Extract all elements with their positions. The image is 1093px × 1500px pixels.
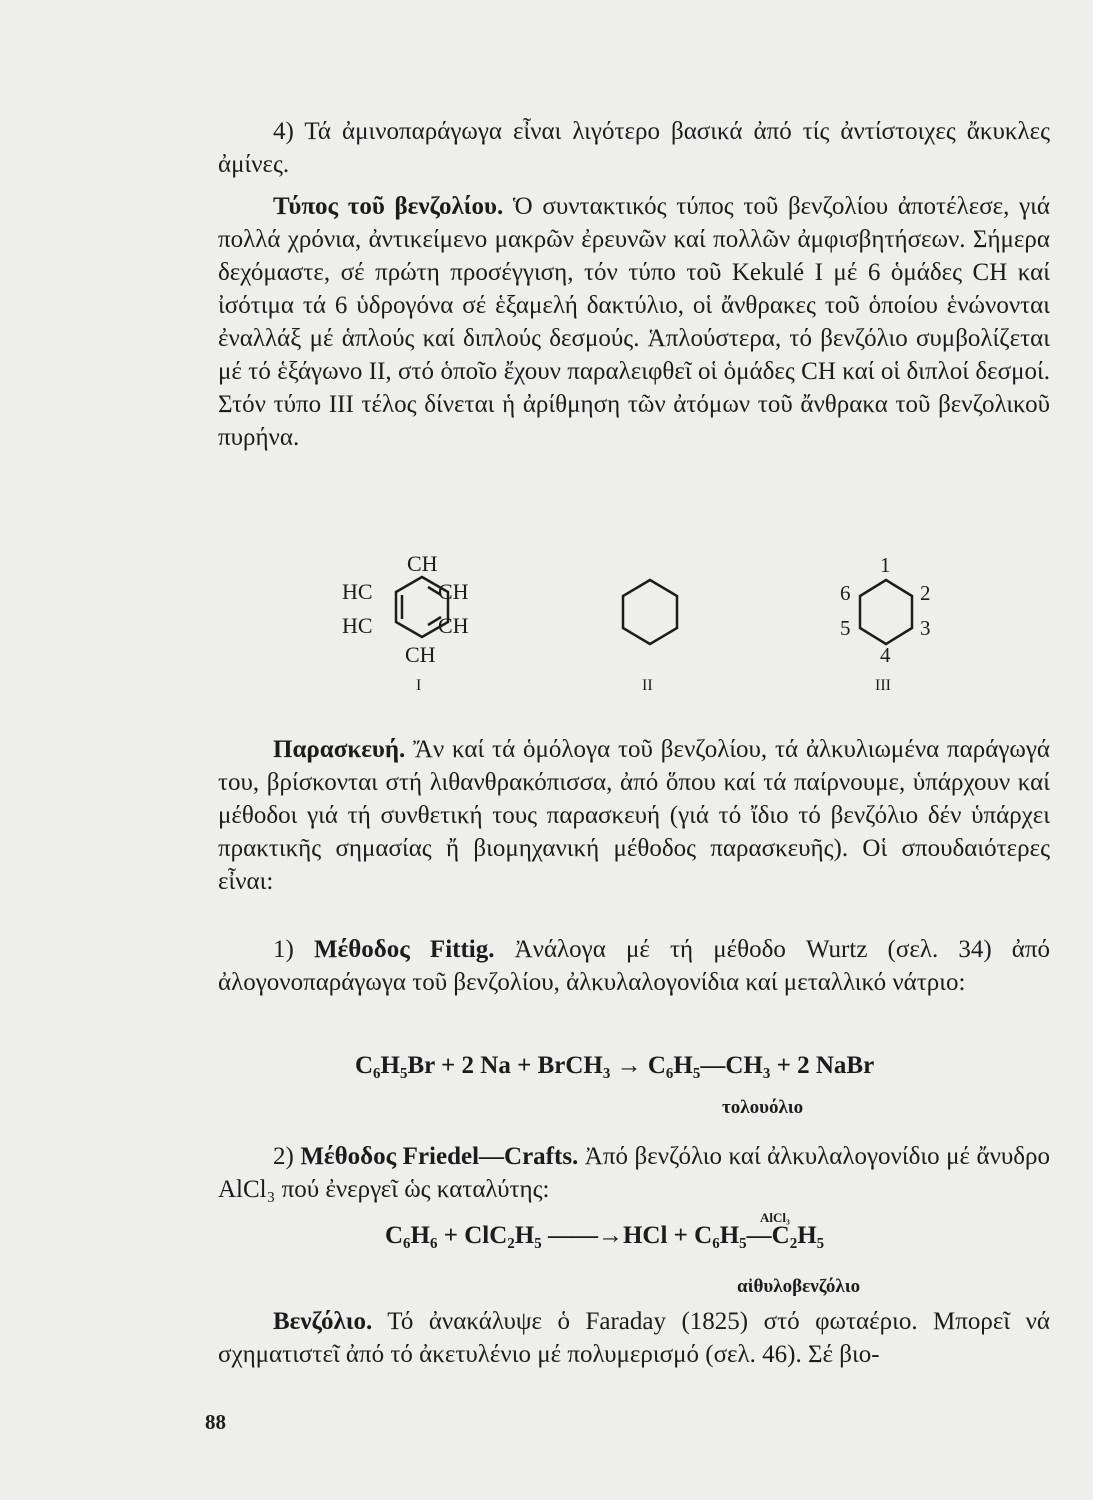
equation-fittig: C₆H₅Br + 2 Na + BrCH₃ → C₆H₅—CH₃ + 2 NaBr (355, 1052, 875, 1079)
equation-friedel-crafts (385, 1210, 825, 1250)
paragraph-text: 4) Τά ἀμινοπαράγωγα εἶναι λιγότερο βασικά ἀπό τίς ἀντίστοιχες ἄκυκλες ἀμίνες. (218, 118, 1050, 178)
section-heading-preparation: Παρασκευή. (273, 736, 406, 763)
hc-left-upper-label: HC (342, 579, 373, 604)
catalyst-label: AlCl₃ (759, 1210, 790, 1225)
paragraph-friedel-crafts (218, 1140, 1050, 1206)
paragraph-fittig-method (218, 933, 1050, 999)
paragraph-benzene-discovery (218, 1305, 1050, 1371)
structure-ii-label: II (642, 677, 653, 694)
paragraph-text: Ὁ συντακτικός τύπος τοῦ βενζολίου ἀποτέλεσε, γιά πολλά χρόνια, ἀντικείμενο μακρῶν ἐρευνῶν καί πολλῶν ἀμφισβητήσεων. Σήμερα δεχόμαστε, σέ πρώτη προσέγγιση, τόν τύπο τοῦ Kekulé I μέ 6 ὁμάδες CH καί ἰσότιμα τά 6 ὑδρογόνα σέ ἑξαμελή δακτύλιο, οἱ ἄνθρακες τοῦ ὁποίου ἑνώνονται ἐναλλάξ μέ ἁπλούς καί διπλούς δεσμούς. Ἁπλούστερα, τό βενζόλιο συμβολίζεται μέ τό ἑξάγωνο II, στό ὁποῖο ἔχουν παραλειφθεῖ οἱ ὁμάδες CH καί οἱ διπλοί δεσμοί. Στόν τύπο III τέλος δίνεται ἡ ἀρίθμηση τῶν ἀτόμων τοῦ ἄνθρακα τοῦ βενζολικοῦ πυρήνα. (218, 193, 1050, 451)
product-label-ethylbenzene: αἰθυλοβενζόλιο (737, 1276, 861, 1297)
position-6-label: 6 (840, 581, 851, 605)
hc-left-lower-label: HC (342, 613, 373, 638)
ch-right-lower-label: CH (438, 613, 469, 638)
position-5-label: 5 (840, 616, 851, 640)
equation-products: HCl + C₆H₅—C₂H₅ (622, 1222, 825, 1249)
arrow-glyph: ——→ (547, 1222, 623, 1249)
paragraph-benzene-formula (218, 190, 1050, 454)
structure-i-label: I (416, 677, 422, 694)
equation-reactants: C₆H₆ + ClC₂H₅ (385, 1222, 548, 1249)
position-2-label: 2 (920, 581, 931, 605)
item-number: 1) (273, 936, 314, 963)
position-1-label: 1 (880, 553, 891, 577)
method-heading-friedel-crafts: Μέθοδος Friedel—Crafts. (300, 1143, 579, 1170)
numbered-structure-iii (840, 553, 931, 694)
structure-iii-label: III (875, 677, 891, 694)
method-heading-fittig: Μέθοδος Fittig. (313, 936, 495, 963)
ch-right-upper-label: CH (438, 579, 469, 604)
ch-top-label: CH (407, 551, 438, 576)
page-number: 88 (205, 1410, 226, 1434)
benzene-structures-figure (320, 545, 960, 695)
paragraph-text: Ἀνάλογα μέ τή μέθοδο Wurtz (σελ. 34) ἀπό ἀλογονοπαράγωγα τοῦ βενζολίου, ἀλκυλαλογονίδια καί μεταλλικό νάτριο: (218, 936, 1050, 996)
section-heading-benzene-formula: Τύπος τοῦ βενζολίου. (273, 193, 504, 220)
paragraph-amino-derivatives (218, 115, 1050, 181)
section-heading-benzene: Βενζόλιο. (273, 1308, 373, 1335)
product-label-toluene: τολουόλιο (722, 1097, 804, 1118)
ch-bottom-label: CH (405, 642, 436, 667)
paragraph-text: Ἀπό βενζόλιο καί ἀλκυλαλογονίδιο μέ ἄνυδρο AlCl₃ πού ἐνεργεῖ ὡς καταλύτης: (218, 1143, 1051, 1203)
paragraph-text: Ἄν καί τά ὁμόλογα τοῦ βενζολίου, τά ἀλκυλιωμένα παράγωγά του, βρίσκονται στή λιθανθρακόπισσα, ἀπό ὅπου καί τά παίρνουμε, ὑπάρχουν καί μέθοδοι γιά τή συνθετική τους παρασκευή (γιά τό ἴδιο τό βενζόλιο δέν ὑπάρχει πρακτικῆς σημασίας ἤ βιομηχανική μέθοδος παρασκευῆς). Οἱ σπουδαιότερες εἶναι: (218, 736, 1050, 895)
item-number: 2) (273, 1143, 301, 1170)
position-3-label: 3 (920, 616, 931, 640)
paragraph-preparation (218, 733, 1050, 898)
kekule-structure-i (342, 551, 469, 694)
paragraph-text: Τό ἀνακάλυψε ὁ Faraday (1825) στό φωταέριο. Μπορεῖ νά σχηματιστεῖ ἀπό τό ἀκετυλένιο μέ πολυμερισμό (σελ. 46). Σέ βιο- (218, 1308, 1050, 1368)
position-4-label: 4 (880, 643, 891, 667)
hexagon-structure-ii (623, 580, 677, 694)
